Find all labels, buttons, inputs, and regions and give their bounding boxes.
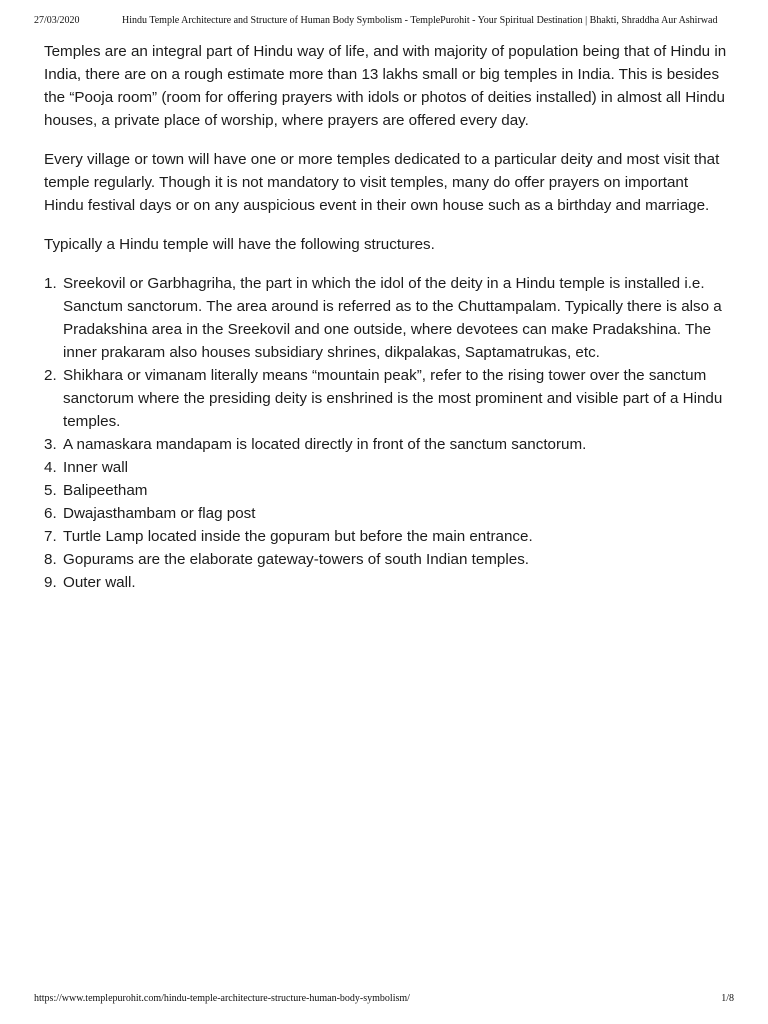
list-item-number: 9. bbox=[44, 574, 57, 591]
page-url-link[interactable]: https://www.templepurohit.com/hindu-temple-architecture-structure-human-body-symbolism/ bbox=[34, 993, 410, 1004]
list-item bbox=[44, 525, 728, 548]
list-item-number: 7. bbox=[44, 528, 57, 545]
list-item-text: Gopurams are the elaborate gateway-towers of south Indian temples. bbox=[63, 551, 530, 568]
list-item bbox=[44, 364, 728, 433]
list-item-number: 6. bbox=[44, 505, 57, 522]
list-item-text: Inner wall bbox=[63, 459, 128, 476]
list-item-text: Sreekovil or Garbhagriha, the part in which the idol of the deity in a Hindu temple is installed i.e. Sanctum sanctorum. The area around is referred as to the Chuttampalam. Typically there is also a Pradakshina area in the Sreekovil and one outside, where devotees can make Pradakshina. The inner prakaram also houses subsidiary shrines, dikpalakas, Saptamatrukas, etc. bbox=[63, 275, 722, 361]
list-item bbox=[44, 571, 728, 594]
list-item bbox=[44, 502, 728, 525]
list-item bbox=[44, 272, 728, 364]
page-title: Hindu Temple Architecture and Structure of Human Body Symbolism - TemplePurohit - Your Spiritual Destination | Bhakti, Shraddha Aur Ashirwad bbox=[122, 15, 718, 26]
paragraph-structures-intro: Typically a Hindu temple will have the following structures. bbox=[44, 236, 435, 253]
paragraph-intro: Temples are an integral part of Hindu way of life, and with majority of population being that of Hindu in India, there are on a rough estimate more than 13 lakhs small or big temples in India. This is besides the “Pooja room” (room for offering prayers with idols or photos of deities installed) in almost all Hindu houses, a private place of worship, where prayers are offered every day. bbox=[44, 43, 727, 129]
list-item bbox=[44, 456, 728, 479]
paragraph-village-temples: Every village or town will have one or more temples dedicated to a particular deity and most visit that temple regularly. Though it is not mandatory to visit temples, many do offer prayers on important Hindu festival days or on any auspicious event in their own house such as a birthday and marriage. bbox=[44, 151, 720, 214]
list-item bbox=[44, 433, 728, 456]
temple-structures-list bbox=[44, 272, 728, 594]
list-item-number: 2. bbox=[44, 367, 57, 384]
list-item-text: Turtle Lamp located inside the gopuram but before the main entrance. bbox=[63, 528, 533, 545]
list-item-number: 1. bbox=[44, 275, 57, 292]
list-item-text: A namaskara mandapam is located directly in front of the sanctum sanctorum. bbox=[63, 436, 587, 453]
print-date: 27/03/2020 bbox=[34, 15, 80, 26]
list-item-number: 5. bbox=[44, 482, 57, 499]
list-item-number: 8. bbox=[44, 551, 57, 568]
list-item-text: Shikhara or vimanam literally means “mountain peak”, refer to the rising tower over the sanctum sanctorum where the presiding deity is enshrined is the most prominent and visible part of a Hindu temples. bbox=[63, 367, 723, 430]
list-item-text: Dwajasthambam or flag post bbox=[63, 505, 256, 522]
list-item-text: Outer wall. bbox=[63, 574, 136, 591]
print-header bbox=[34, 15, 734, 31]
list-item bbox=[44, 548, 728, 571]
list-item-number: 4. bbox=[44, 459, 57, 476]
list-item bbox=[44, 479, 728, 502]
list-item-number: 3. bbox=[44, 436, 57, 453]
article-body bbox=[44, 40, 728, 594]
list-item-text: Balipeetham bbox=[63, 482, 148, 499]
page-number: 1/8 bbox=[721, 993, 734, 1004]
